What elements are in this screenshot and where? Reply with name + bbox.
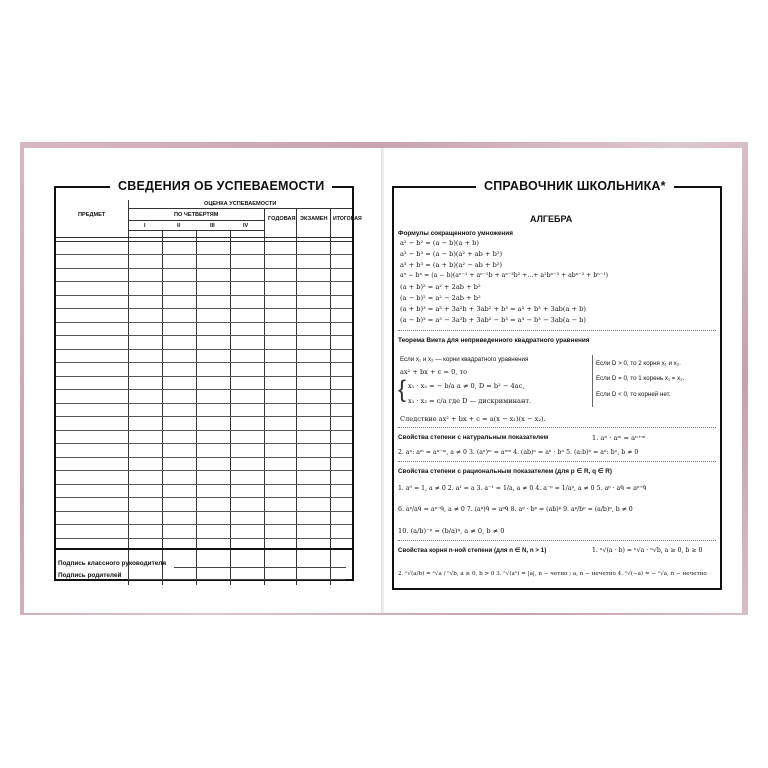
grades-grid[interactable] [56, 241, 352, 548]
rat-heading: Свойства степени с рациональным показателем (для p ∈ R, q ∈ R) [398, 468, 613, 475]
vieta-text: x₁ · x₂ = c/a где D — дискриминант. [408, 397, 532, 405]
signature-parents: Подпись родителей [58, 572, 122, 579]
vieta-text: ax² + bx + c = 0, то [400, 368, 468, 376]
abbrev-heading: Формулы сокращенного умножения [398, 230, 513, 237]
header-grades: ОЦЕНКА УСПЕВАЕМОСТИ [204, 201, 277, 207]
signature-teacher: Подпись классного руководителя [58, 560, 167, 567]
section-algebra: АЛГЕБРА [530, 214, 573, 224]
formula-line: aⁿ − bⁿ = (a − b)(aⁿ⁻¹ + aⁿ⁻²b + aⁿ⁻³b² +...+ a²bⁿ⁻³ + abⁿ⁻² + bⁿ⁻¹) [400, 272, 609, 279]
formula-line: (a + b)² = a² + 2ab + b² [400, 283, 481, 291]
header-q2: II [177, 223, 181, 229]
header-exam: ЭКЗАМЕН [300, 216, 328, 222]
nat-formula: 1. aⁿ · aᵐ = aⁿ⁺ᵐ [592, 434, 646, 442]
header-q4: IV [243, 223, 249, 229]
rat-formula: 1. a⁰ = 1, a ≠ 0 2. a¹ = a 3. a⁻¹ = 1/a, a ≠ 0 4. a⁻ᵖ = 1/aᵖ, a ≠ 0 5. aᵖ · aᑫ = aᵖ⁺ᑫ [398, 485, 647, 492]
rat-formula: 6. aᵖ/aᑫ = aᵖ⁻ᑫ, a ≠ 0 7. (aᵖ)ᑫ = aᵖᑫ 8. aᵖ · bᵖ = (ab)ᵖ 9. aᵖ/bᵖ = (a/b)ᵖ, b ≠ 0 [398, 506, 633, 513]
vieta-text: Следствие ax² + bx + c = a(x − x₁)(x − x₂). [400, 415, 546, 423]
grades-title: СВЕДЕНИЯ ОБ УСПЕВАЕМОСТИ [110, 179, 332, 193]
header-subject: ПРЕДМЕТ [78, 212, 106, 218]
header-q1: I [144, 223, 146, 229]
nat-formula: 2. aⁿ: aᵐ = aⁿ⁻ᵐ, a ≠ 0 3. (aⁿ)ᵐ = aⁿᵐ 4. (ab)ⁿ = aⁿ · bⁿ 5. (a:b)ⁿ = aⁿ: bⁿ, b ≠ 0 [398, 449, 639, 456]
formula-line: a³ + b³ = (a + b)(a² − ab + b²) [400, 261, 503, 269]
formula-line: (a − b)³ = a³ − 3a²b + 3ab² − b³ = a³ − b³ − 3ab(a − b) [400, 316, 586, 324]
nat-heading: Свойства степени с натуральным показателем [398, 434, 549, 441]
formula-line: a² − b² = (a − b)(a + b) [400, 239, 479, 247]
brace-icon: { [398, 376, 407, 403]
formula-line: (a − b)² = a² − 2ab + b² [400, 294, 481, 302]
vieta-heading: Теорема Виета для неприведенного квадратного уравнения [398, 337, 590, 344]
formula-line: (a + b)³ = a³ + 3a²b + 3ab² + b³ = a³ + b³ + 3ab(a + b) [400, 305, 586, 313]
header-annual: ГОДОВАЯ [268, 216, 296, 222]
left-page [24, 148, 382, 613]
vieta-text: x₁ · x₂ = − b/a a ≠ 0, D = b² − 4ac, [408, 382, 525, 390]
header-quarters: ПО ЧЕТВЕРТЯМ [174, 212, 219, 218]
root-heading: Свойства корня n-ной степени (для n ∈ N, n > 1) [398, 547, 547, 554]
root-formula: 1. ⁿ√(a · b) = ⁿ√a · ⁿ√b, a ≥ 0, b ≥ 0 [592, 547, 703, 554]
formula-line: a³ − b³ = (a − b)(a² + ab + b²) [400, 250, 503, 258]
reference-title: СПРАВОЧНИК ШКОЛЬНИКА* [476, 179, 674, 193]
vieta-case: Если D = 0, то 1 корень x₁ = x₂. [596, 375, 685, 382]
right-page [384, 148, 742, 613]
header-q3: III [210, 223, 215, 229]
vieta-case: Если D < 0, то корней нет. [596, 391, 671, 398]
vieta-case: Если D > 0, то 2 корня x₁ и x₂. [596, 360, 681, 367]
rat-formula: 10. (a/b)⁻ᵖ = (b/a)ᵖ, a ≠ 0, b ≠ 0 [398, 527, 505, 535]
header-final: ИТОГОВАЯ [333, 216, 362, 222]
root-formula: 2. ⁿ√(a/b) = ⁿ√a / ⁿ√b, a ≥ 0, b > 0 3. ⁿ√(aⁿ) = |a|, n − четно ; a, n − нечетно 4. ⁿ√(−a) = − ⁿ√a, n − нечетно [398, 571, 707, 577]
vieta-text: Если x₁ и x₂ — корни квадратного уравнения [400, 356, 529, 363]
